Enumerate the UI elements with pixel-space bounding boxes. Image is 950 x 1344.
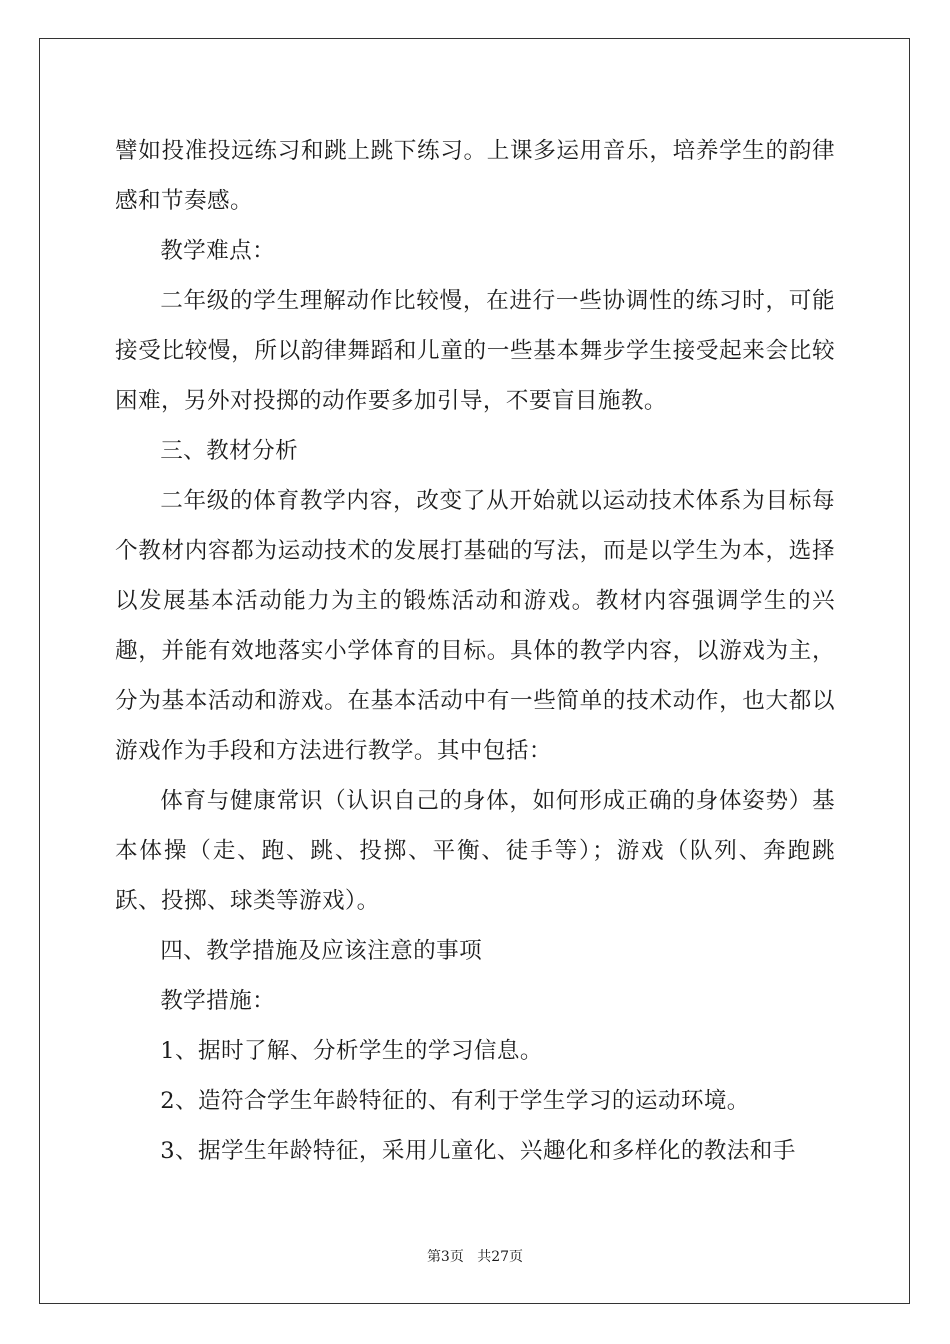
paragraph: 教学措施：: [160, 988, 276, 1014]
section-heading: 四、教学措施及应该注意的事项: [160, 938, 483, 964]
paragraph: 二年级的学生理解动作比较慢，在进行一些协调性的练习时，可能接受比较慢，所以韵律舞蹈和儿童的一些基本舞步学生接受起来会比较困难，另外对投掷的动作要多加引导，不要盲目施教。: [115, 288, 835, 414]
paragraph: 譬如投准投远练习和跳上跳下练习。上课多运用音乐，培养学生的韵律感和节奏感。: [115, 138, 835, 214]
paragraph: 二年级的体育教学内容，改变了从开始就以运动技术体系为目标每个教材内容都为运动技术的发展打基础的写法，而是以学生为本，选择以发展基本活动能力为主的锻炼活动和游戏。教材内容强调学生的兴趣，并能有效地落实小学体育的目标。具体的教学内容，以游戏为主，分为基本活动和游戏。在基本活动中有一些简单的技术动作，也大都以游戏作为手段和方法进行教学。其中包括：: [115, 488, 835, 764]
page-total: 共27页: [477, 1249, 524, 1265]
list-item: 2、造符合学生年龄特征的、有利于学生学习的运动环境。: [160, 1088, 750, 1114]
document-body: [115, 126, 835, 1176]
list-item: 1、据时了解、分析学生的学习信息。: [160, 1038, 543, 1064]
page-footer: [0, 1246, 950, 1266]
page-number: 第3页: [426, 1249, 464, 1265]
paragraph: 体育与健康常识（认识自己的身体，如何形成正确的身体姿势）基本体操（走、跑、跳、投掷、平衡、徒手等）；游戏（队列、奔跑跳跃、投掷、球类等游戏）。: [115, 788, 835, 914]
section-heading: 三、教材分析: [160, 438, 299, 464]
list-item: 3、据学生年龄特征，采用儿童化、兴趣化和多样化的教法和手: [160, 1138, 796, 1164]
paragraph: 教学难点：: [160, 238, 276, 264]
